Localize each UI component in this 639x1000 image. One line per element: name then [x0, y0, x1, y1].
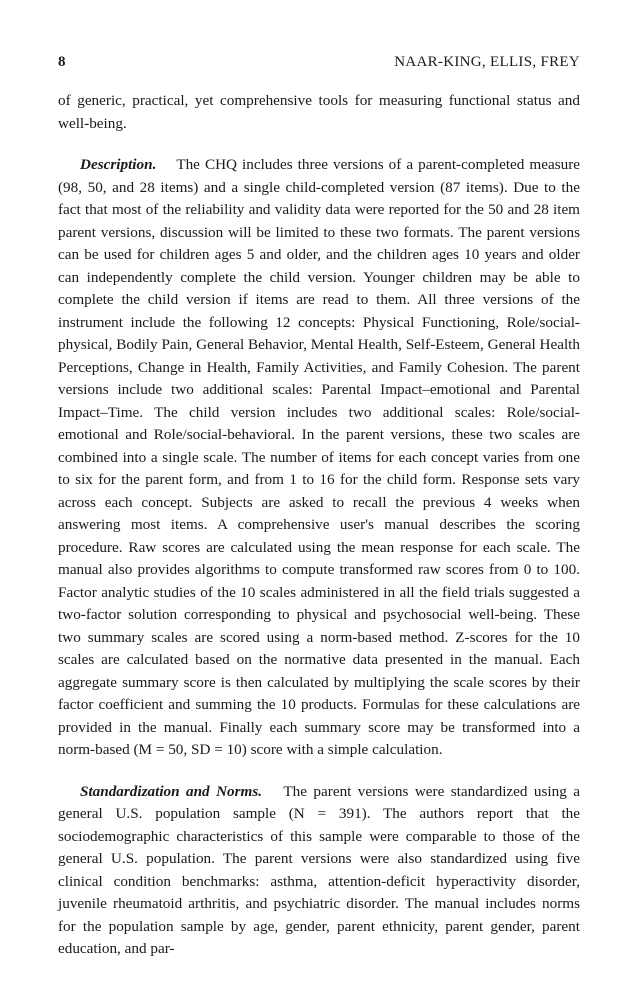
paragraph-text: of generic, practical, yet comprehensive tools for measuring functional status and well-being. [58, 92, 580, 132]
paragraph-description [58, 154, 580, 762]
paragraph-standardization [58, 781, 580, 961]
running-head-authors: NAAR-KING, ELLIS, FREY [394, 54, 580, 70]
page-number: 8 [58, 54, 66, 70]
section-heading-standardization: Standardization and Norms. [80, 782, 278, 800]
document-page [58, 54, 580, 961]
running-head [58, 54, 580, 76]
paragraph-continuation [58, 90, 580, 135]
paragraph-text: The CHQ includes three versions of a parent-completed measure (98, 50, and 28 items) and a single child-completed version (87 items). Due to the fact that most of the reliability and validity data were reported for the 50 and 28 item parent versions, discussion will be limited to these two formats. The parent versions can be used for children ages 5 and older, and the children ages 10 years and older can independently complete the child version. Younger children may be able to complete the child version if items are read to them. All three versions of the instrument include the following 12 concepts: Physical Functioning, Role/social-physical, Bodily Pain, General Behavior, Mental Health, Self-Esteem, General Health Perceptions, Change in Health, Family Activities, and Family Cohesion. The parent versions include two additional scales: Parental Impact–emotional and Parental Impact–Time. The child version includes two additional scales: Role/social-emotional and Role/social-behavioral. In the parent versions, these two scales are combined into a single scale. The number of items for each concept varies from one to six for the parent form, and from 1 to 16 for the child form. Response sets vary across each concept. Subjects are asked to recall the previous 4 weeks when answering most items. A comprehensive user's manual describes the scoring procedure. Raw scores are calculated using the mean response for each scale. The manual also provides algorithms to compute transformed raw scores from 0 to 100. Factor analytic studies of the 10 scales administered in all the field trials suggested a two-factor solution corresponding to physical and psychosocial well-being. These two summary scales are scored using a norm-based method. Z-scores for the 10 scales are calculated based on the normative data presented in the manual. Each aggregate summary score is then calculated by multiplying the scale scores by their factor coefficient and summing the 10 products. Formulas for these calculations are provided in the manual. Finally each summary score may be transformed into a norm-based (M = 50, SD = 10) score with a simple calculation. [58, 156, 580, 758]
section-heading-description: Description. [80, 156, 172, 173]
body-text [58, 90, 580, 961]
paragraph-text: The parent versions were standardized using a general U.S. population sample (N = 391). The authors report that the sociodemographic characteristics of this sample were comparable to those of the general U.S. population. The parent versions were also standardized using five clinical condition benchmarks: asthma, attention-deficit hyperactivity disorder, juvenile rheumatoid arthritis, and psychiatric disorder. The manual includes norms for the population sample by age, gender, parent ethnicity, parent gender, parent education, and par- [58, 782, 580, 957]
